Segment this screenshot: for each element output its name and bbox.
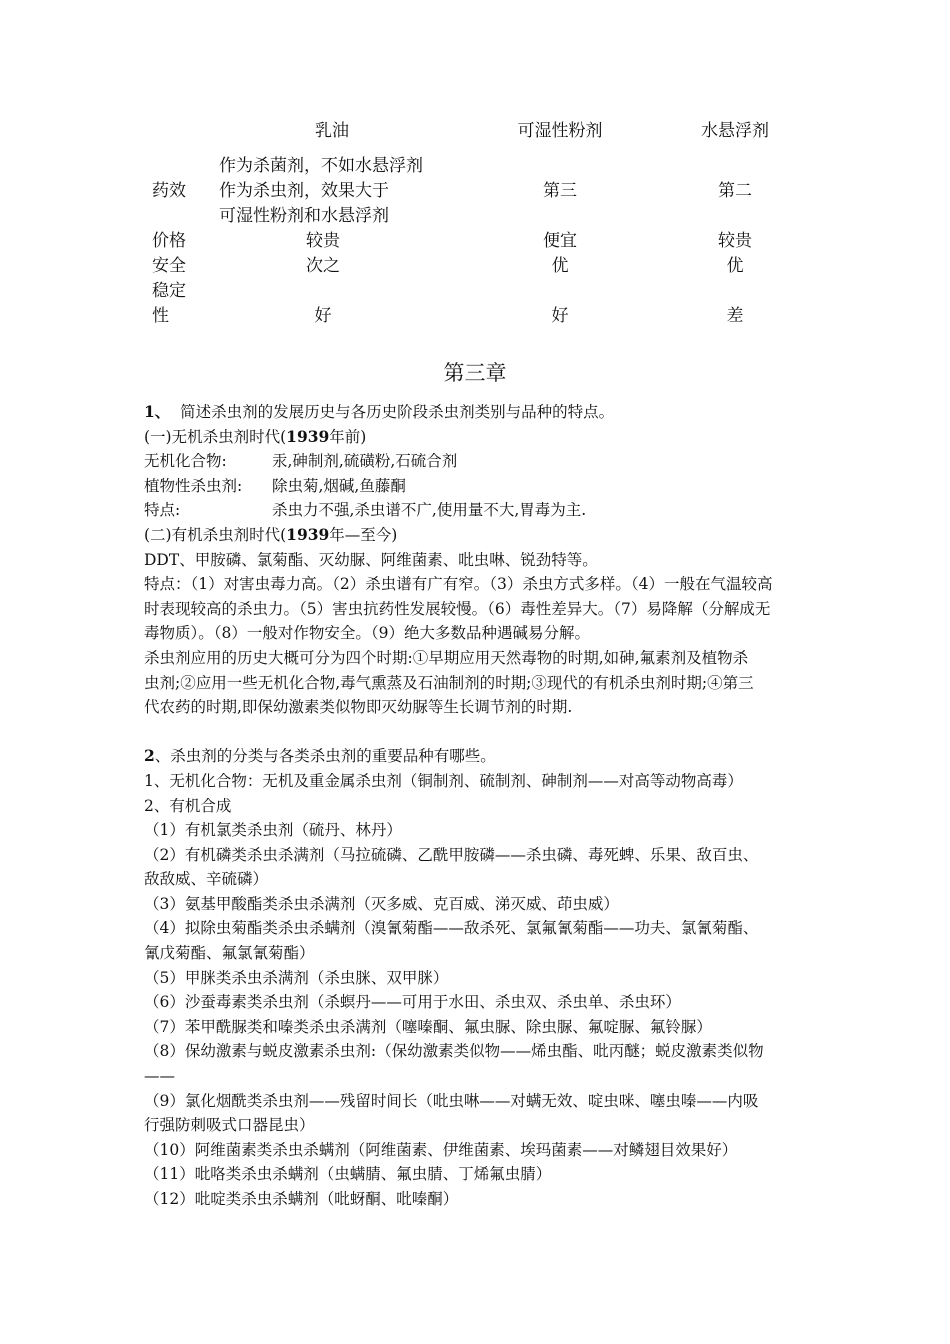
efficacy-emulsion-line-2: 作为杀虫剂，效果大于 xyxy=(219,181,389,201)
botanical-label: 植物性杀虫剂: xyxy=(144,476,243,495)
era-2-prefix: (二)有机杀虫剂时代( xyxy=(144,525,287,544)
era-1-suffix: 年前) xyxy=(329,427,367,446)
era-2-heading xyxy=(144,523,814,548)
efficacy-wettable-powder: 第三 xyxy=(543,181,577,201)
header-suspension: 水悬浮剂 xyxy=(701,121,769,141)
inorganic-value: 汞,砷制剂,硫磺粉,石硫合剂 xyxy=(272,452,458,471)
stability-suspension: 差 xyxy=(726,306,744,326)
price-emulsion: 较贵 xyxy=(306,231,340,251)
paragraph-gap xyxy=(144,720,814,745)
q2-line: （8）保幼激素与蜕皮激素杀虫剂:（保幼激素类似物——烯虫酯、吡丙醚；蜕皮激素类似物 xyxy=(144,1042,764,1061)
header-wettable-powder: 可湿性粉剂 xyxy=(517,121,603,141)
features-label: 特点: xyxy=(144,501,181,520)
row-label-price: 价格 xyxy=(152,231,186,251)
efficacy-emulsion-line-1: 作为杀菌剂，不如水悬浮剂 xyxy=(219,156,423,176)
q2-line: （9）氯化烟酰类杀虫剂——残留时间长（吡虫啉——对螨无效、啶虫咪、噻虫嗪——内吸 xyxy=(144,1091,759,1110)
row-label-stability-1: 稳定 xyxy=(152,281,186,301)
era-1-year: 1939 xyxy=(286,426,330,446)
question-1-title: 简述杀虫剂的发展历史与各历史阶段杀虫剂类别与品种的特点。 xyxy=(180,403,615,421)
era-2-year: 1939 xyxy=(286,524,330,544)
traits-line: 特点：（1）对害虫毒力高。（2）杀虫谱有广有窄。（3）杀虫方式多样。（4）一般在气温较高 xyxy=(144,575,773,594)
botanical-value: 除虫菊,烟碱,鱼藤酮 xyxy=(272,476,406,495)
history-line: 虫剂;②应用一些无机化合物,毒气熏蒸及石油制剂的时期;③现代的有机杀虫剂时期;④第三 xyxy=(144,673,754,692)
era-2-suffix: 年—至今) xyxy=(329,525,398,544)
header-emulsion: 乳油 xyxy=(315,121,349,141)
q2-line: （2）有机磷类杀虫杀满剂（马拉硫磷、乙酰甲胺磷——杀虫磷、毒死蜱、乐果、敌百虫、 xyxy=(144,845,759,864)
q2-line: （12）吡啶类杀虫杀螨剂（吡蚜酮、吡嗪酮） xyxy=(144,1190,459,1208)
safety-wettable-powder: 优 xyxy=(551,256,569,276)
q2-line: 敌敌威、辛硫磷） xyxy=(144,870,269,889)
history-line: 代农药的时期,即保幼激素类似物即灭幼脲等生长调节剂的时期. xyxy=(144,698,573,717)
safety-emulsion: 次之 xyxy=(306,256,340,276)
efficacy-emulsion-line-3: 可湿性粉剂和水悬浮剂 xyxy=(219,206,389,226)
traits-line: 毒物质）。（8）一般对作物安全。（9）绝大多数品种遇碱易分解。 xyxy=(144,624,590,643)
features-row xyxy=(144,498,814,523)
botanical-row xyxy=(144,474,814,499)
stability-emulsion: 好 xyxy=(314,306,332,326)
traits-line: 时表现较高的杀虫力。（5）害虫抗药性发展较慢。（6）毒性差异大。（7）易降解（分解成无 xyxy=(144,599,771,618)
q2-line: 行强防刺吸式口器昆虫） xyxy=(144,1116,315,1135)
inorganic-label: 无机化合物: xyxy=(144,452,227,471)
era-1-prefix: (一)无机杀虫剂时代( xyxy=(144,427,287,446)
question-1-number: 1、 xyxy=(144,402,171,421)
question-2-title: 、杀虫剂的分类与各类杀虫剂的重要品种有哪些。 xyxy=(154,747,496,766)
efficacy-suspension: 第二 xyxy=(718,181,752,201)
q2-line: （3）氨基甲酸酯类杀虫杀满剂（灭多威、克百威、涕灭威、茚虫威） xyxy=(144,894,619,913)
q2-line: 氰戊菊酯、氟氯氰菊酯） xyxy=(144,944,315,963)
question-1-heading xyxy=(144,400,814,425)
q2-line: 2、有机合成 xyxy=(144,796,232,815)
q2-line: （6）沙蚕毒素类杀虫剂（杀螟丹——可用于水田、杀虫双、杀虫单、杀虫环） xyxy=(144,993,681,1012)
q2-line: （4）拟除虫菊酯类杀虫杀螨剂（溴氰菊酯——敌杀死、氯氟氰菊酯——功夫、氯氰菊酯、 xyxy=(144,919,759,938)
q2-line: （5）甲脒类杀虫杀满剂（杀虫脒、双甲脒） xyxy=(144,968,449,987)
question-2-number: 2 xyxy=(144,746,155,766)
q2-line: （10）阿维菌素类杀虫杀螨剂（阿维菌素、伊维菌素、埃玛菌素——对鳞翅目效果好） xyxy=(144,1140,738,1159)
chapter-body xyxy=(144,400,814,1212)
row-label-efficacy: 药效 xyxy=(152,181,186,201)
chapter-title: 第三章 xyxy=(443,361,507,385)
q2-line: （7）苯甲酰脲类和嗪类杀虫杀满剂（噻嗪酮、氟虫脲、除虫脲、氟啶脲、氟铃脲） xyxy=(144,1017,712,1036)
price-suspension: 较贵 xyxy=(718,231,752,251)
q2-line: （1）有机氯类杀虫剂（硫丹、林丹） xyxy=(144,821,402,840)
history-line: 杀虫剂应用的历史大概可分为四个时期:①早期应用天然毒物的时期,如砷,氟素剂及植物杀 xyxy=(144,648,749,667)
era-1-heading xyxy=(144,425,814,450)
inorganic-row xyxy=(144,449,814,474)
safety-suspension: 优 xyxy=(726,256,744,276)
question-2-heading xyxy=(144,744,814,769)
features-value: 杀虫力不强,杀虫谱不广,使用量不大,胃毒为主. xyxy=(272,501,587,520)
row-label-stability-2: 性 xyxy=(152,306,169,326)
era-2-examples: DDT、甲胺磷、氯菊酯、灭幼脲、阿维菌素、吡虫啉、锐劲特等。 xyxy=(144,550,598,569)
q2-line: （11）吡咯类杀虫杀螨剂（虫螨腈、氟虫腈、丁烯氟虫腈） xyxy=(144,1165,552,1184)
stability-wettable-powder: 好 xyxy=(551,306,569,326)
price-wettable-powder: 便宜 xyxy=(543,231,577,251)
row-label-safety: 安全 xyxy=(152,256,186,276)
q2-line: —— xyxy=(144,1067,175,1086)
q2-line: 1、无机化合物：无机及重金属杀虫剂（铜制剂、硫制剂、砷制剂——对高等动物高毒） xyxy=(144,771,743,790)
